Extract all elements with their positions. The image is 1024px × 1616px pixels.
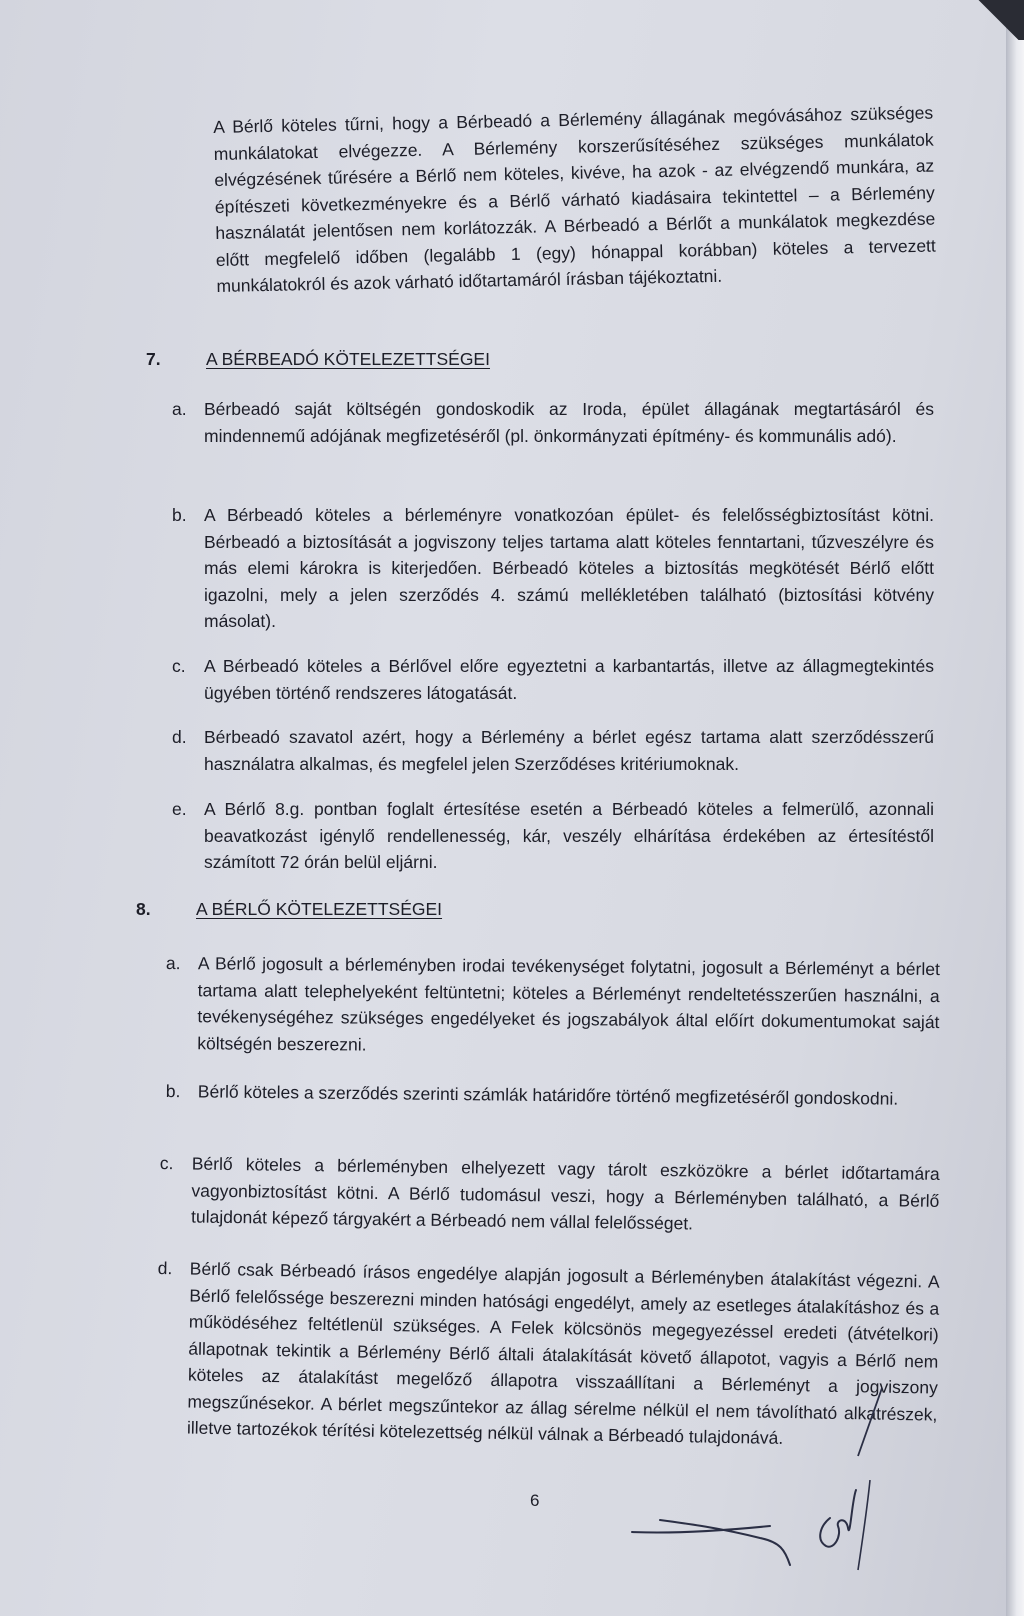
section-7-item-b [172, 502, 934, 632]
section-8-item-a [165, 950, 941, 1066]
intro-paragraph: A Bérlő köteles tűrni, hogy a Bérbeadó a Bérlemény állagának megóvásához szükséges munkálatokat elvégezze. A Bérlemény korszerűsítéséhez szükséges munkálatok elvégzésének tűrésére a Bérlő nem köteles, kivéve, ha azok - az elvégzendő munkára, az építészeti következményekre és a Bérlő várható kiadásaira tekintettel – a Bérlemény használatát jelentősen nem korlátozzák. A Bérbeadó a Bérlőt a munkálatok megkezdése előtt megfelelő időben (legalább 1 (egy) hónappal korábban) köteles a tervezett munkálatokról és azok várható időtartamáról írásban tájékoztatni. [213, 102, 936, 296]
item-text: Bérlő köteles a bérleményben elhelyezett vagy tárolt eszközökre a bérlet időtartamára vagyonbiztosítást kötni. A Bérlő tudomásul veszi, hogy a Bérleményben található, a Bérlő tulajdonát képező tárgyakért a Bérbeadó nem vállal felelősséget. [190, 1153, 940, 1234]
intro-paragraph-block [213, 100, 937, 300]
section-8-item-d [154, 1255, 940, 1493]
bracket-mark [852, 1384, 892, 1464]
section-7-item-c [172, 653, 934, 707]
item-letter: b. [172, 505, 187, 525]
item-letter: d. [172, 727, 187, 747]
item-text: A Bérbeadó köteles a bérleményre vonatkozóan épület- és felelősségbiztosítást kötni. Bérbeadó a biztosítását a jogviszony teljes tartama alatt köteles fenntartani, tűzveszélyre és más elemi károkra is kiterjedően. Bérbeadó köteles a biztosítás megkötését Bérlő előtt igazolni, mely a jelen szerződés 4. számú mellékletében található (biztosítási kötvény másolat). [204, 505, 934, 631]
item-letter: d. [157, 1257, 173, 1279]
section-title: A BÉRBEADÓ KÖTELEZETTSÉGEI [206, 349, 490, 369]
page-edge-shadow [1006, 0, 1024, 1616]
section-8-item-c [159, 1150, 940, 1245]
section-title: A BÉRLŐ KÖTELEZETTSÉGEI [196, 899, 443, 919]
item-letter: e. [172, 799, 187, 819]
item-letter: c. [159, 1152, 174, 1174]
section-8-item-b [165, 1078, 941, 1142]
signature-mark [620, 1480, 900, 1580]
section-8-heading [136, 896, 636, 924]
item-letter: a. [172, 399, 187, 419]
item-letter: b. [165, 1080, 181, 1102]
section-7-item-d [172, 724, 934, 778]
item-text: Bérlő köteles a szerződés szerinti számlák határidőre történő megfizetéséről gondoskodni. [197, 1081, 899, 1109]
page-corner-shadow [964, 0, 1024, 40]
section-number: 8. [136, 899, 151, 919]
item-text: Bérlő csak Bérbeadó írásos engedélye alapján jogosult a Bérleményben átalakítást végezni. A Bérlő felelőssége beszerezni minden hatósági engedélyt, amely az esetleges átalakításhoz és a működéséhez feltétlenül szükséges. A Felek kölcsönös megegyezéssel eredeti (átvételkori) állapotnak tekintik a Bérlemény Bérlő általi átalakítását követő állapotot, vagyis a Bérlő nem köteles az átalakítást megelőző állapotra visszaállítani a Bérleményt a jogviszony megszűnésekor. A bérlet megszűntekor az állag sérelme nélkül el nem távolítható alkatrészek, illetve tartozékok térítési kötelezettség nélkül válnak a Bérbeadó tulajdonává. [186, 1258, 940, 1448]
section-7-item-a [172, 396, 934, 476]
section-7-heading [146, 346, 646, 374]
item-text: A Bérlő jogosult a bérleményben irodai tevékenységet folytatni, jogosult a Bérleményt a bérlet tartama alatt telephelyeként feltüntetni; köteles a Bérleményt rendeltetésszerűen használni, a tevékenységéhez szükséges engedélyeket és jogszabályok által előírt dokumentumokat saját költségén beszerezni. [197, 953, 940, 1055]
page-number: 6 [530, 1491, 540, 1510]
item-text: Bérbeadó saját költségén gondoskodik az Iroda, épület állagának megtartásáról és mindennemű adójának megfizetéséről (pl. önkormányzati építmény- és kommunális adó). [204, 399, 934, 446]
item-text: Bérbeadó szavatol azért, hogy a Bérlemény a bérlet egész tartama alatt szerződésszerű használatra alkalmas, és megfelel jelen Szerződéses kritériumoknak. [204, 727, 934, 774]
item-letter: c. [172, 656, 186, 676]
item-letter: a. [165, 952, 181, 974]
item-text: A Bérlő 8.g. pontban foglalt értesítése esetén a Bérbeadó köteles a felmerülő, azonnali beavatkozást igénylő rendellenesség, kár, veszély elhárítása érdekében az értesítéstől számított 72 órán belül eljárni. [204, 799, 934, 872]
item-text: A Bérbeadó köteles a Bérlővel előre egyeztetni a karbantartás, illetve az állagmegtekintés ügyében történő rendszeres látogatását. [204, 656, 934, 703]
section-7-item-e [172, 796, 934, 876]
section-number: 7. [146, 349, 161, 369]
